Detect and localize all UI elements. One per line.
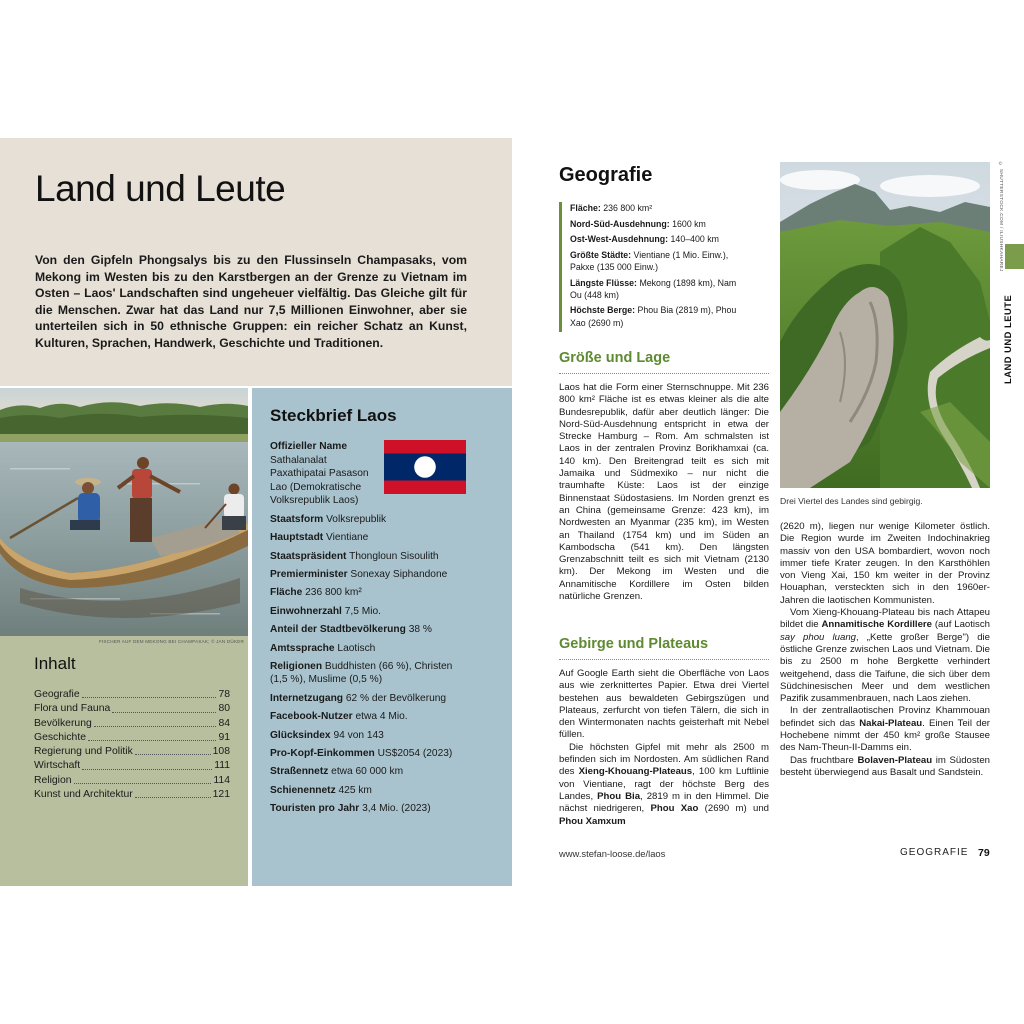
profile-value: Buddhisten (66 %), Christen (1,5 %), Muslime (0,5 %) <box>270 660 453 686</box>
fact-largest-cities <box>570 249 739 273</box>
paragraph: Auf Google Earth sieht die Oberfläche von Laos aus wie zerknittertes Papier. Etwa drei Viertel bestehen aus bewaldeten Gebirgszügen und Plateaus, zerfurcht von tiefen Tälern, die sich in den Wintermonaten nachts geisterhaft mit Nebel füllen. <box>559 668 769 741</box>
fact-value: Phou Bia (2819 m), Phou Xao (2690 m) <box>570 305 737 328</box>
toc-item-bevoelkerung[interactable] <box>34 717 230 731</box>
left-page <box>0 138 512 886</box>
text-run: Die höchsten Gipfel mit mehr als 2500 m befinden sich im Nordosten. Am südlichen Rand des <box>559 741 769 778</box>
boat-photo-credit: FISCHER AUF DEM MEKONG BEI CHAMPASAK; © JAN DÜKER <box>0 636 248 647</box>
toc-label: Regierung und Politik <box>34 746 133 758</box>
profile-value: 3,4 Mio. (2023) <box>362 803 431 815</box>
fact-east-west <box>570 233 739 245</box>
right-page <box>512 138 1024 886</box>
profile-key: Religionen <box>270 660 323 672</box>
profile-value: US$2054 (2023) <box>377 748 453 760</box>
toc-page-number: 121 <box>212 789 230 801</box>
emphasis: Xieng-Khouang-Plateaus <box>578 766 693 778</box>
karst-mountains-photo <box>780 162 990 488</box>
chapter-tab-marker <box>1005 244 1024 269</box>
fact-area <box>570 202 739 214</box>
intro-block <box>0 138 512 386</box>
text-run: , „Kette großer Berge") die östliche Grenze zwischen Laos und Vietnam. Die bis zu 2500 m hohe Bergkette verhindert weitgehend, dass die Taifune, die sich über dem Südchinesischen Meer und dem westlichen Pazifik zusammenbrauen, nach Laos ziehen. <box>780 631 991 705</box>
profile-row-president <box>270 550 466 564</box>
chapter-label: LAND UND LEUTE <box>1002 294 1013 384</box>
toc-label: Geschichte <box>34 731 86 743</box>
toc-page-number: 111 <box>214 760 230 772</box>
profile-row-internet-access <box>270 692 466 706</box>
toc-page-number: 108 <box>212 746 230 758</box>
text-run: im Südosten besteht überwiegend aus Basalt und Sandstein. <box>780 754 990 778</box>
profile-row-religions <box>270 660 466 687</box>
profile-row-population <box>270 605 466 619</box>
fact-value: Mekong (1898 km), Nam Ou (448 km) <box>570 277 737 300</box>
profile-key: Staatspräsident <box>270 550 347 562</box>
profile-value: Sonexay Siphandone <box>350 568 448 580</box>
profile-list <box>270 440 466 821</box>
profile-key: Anteil der Stadtbevölkerung <box>270 624 406 636</box>
profile-value: Thongloun Sisoulith <box>349 550 439 562</box>
profile-value: Laotisch <box>337 642 376 654</box>
profile-row-tourists <box>270 802 466 816</box>
fact-value: 1600 km <box>672 218 706 229</box>
toc-label: Geografie <box>34 689 80 700</box>
section-heading-mountains-plateaus: Gebirge und Plateaus <box>559 636 709 652</box>
fact-key: Längste Flüsse: <box>570 277 637 288</box>
paragraph: Laos hat die Form einer Sternschnuppe. Mit 236 800 km² Fläche ist es etwas kleiner als die alte Bundesrepublik, dafür aber deutlich länger: Die Nord-Süd-Ausdehnung entspricht in etwa der Strecke Hamburg – Rom. Am schmalsten ist Laos in der zentralen Provinz Borikhamxai (ca. 140 km). Den Breitengrad teilt es sich mit Jamaika und Südmexiko – nur nicht die traumhafte Küste: Laos ist der einzige Binnenstaat Südostasiens. Im Norden grenzt es an China (gemeinsame Grenze: 423 km), im Nordwesten an Myanmar (235 km), im Westen an Thailand (1754 km) und im Süden an Kambodscha (541 km). Den längsten Grenzabschnitt teilt es sich mit Vietnam (2130 km). Der Mekong im Westen und die Annamitische Kordillere im Osten bilden natürliche Grenzen. <box>559 382 769 603</box>
profile-key: Pro-Kopf-Einkommen <box>270 748 375 760</box>
toc-label: Bevölkerung <box>34 717 92 729</box>
page-number: 79 <box>978 847 990 859</box>
karst-photo-credit: © SHUTTERSTOCK.COM / ILIUSHKAHAREJ <box>998 162 1003 272</box>
profile-row-facebook-users <box>270 710 466 724</box>
profile-key: Offizieller Name <box>270 441 347 452</box>
toc-leader <box>135 788 211 798</box>
section-heading-size-location: Größe und Lage <box>559 350 671 366</box>
intro-paragraph: Von den Gipfeln Phongsalys bis zu den Flussinseln Champasaks, vom Mekong im Westen bis zu den Karstbergen an der Grenze zu Vietnam im Osten – Laos' Landschaften sind ungeheuer vielfältig. Das Gleiche gilt für die Menschen. Zwar hat das Land nur 7,5 Millionen Einwohner, aber sie unterteilen sich in 50 ethnische Gruppen: ein reicher Schatz an Kunst, Kulturen, Sprachen, Handwerk, Geschichte und Traditionen. <box>35 253 467 350</box>
fact-key: Größte Städte: <box>570 249 632 260</box>
toc-page-number: 114 <box>213 774 230 786</box>
geography-heading: Geografie <box>559 164 653 186</box>
fact-key: Nord-Süd-Ausdehnung: <box>570 218 670 229</box>
profile-value: Volksrepublik <box>326 513 387 525</box>
geography-facts <box>559 202 739 332</box>
profile-row-official-name <box>270 440 374 508</box>
emphasis: Phou Xamxum <box>559 815 626 827</box>
section-divider <box>559 659 769 660</box>
profile-key: Straßennetz <box>270 766 329 778</box>
paragraph <box>780 705 990 754</box>
profile-row-road-network <box>270 765 466 779</box>
section-text-size-location <box>559 382 769 603</box>
italic-term: say phou luang <box>780 631 856 643</box>
paragraph <box>780 607 990 705</box>
toc-label: Flora und Fauna <box>34 703 111 715</box>
emphasis: Nakai-Plateau <box>859 717 923 729</box>
fishermen-boat-illustration <box>0 388 248 636</box>
profile-value: etwa 4 Mio. <box>355 711 408 723</box>
profile-value: 236 800 km² <box>305 587 362 599</box>
section-text-mountains-col2 <box>780 521 990 779</box>
profile-value: 425 km <box>338 784 372 796</box>
profile-key: Amtssprache <box>270 642 335 654</box>
paragraph <box>780 521 990 607</box>
toc-leader <box>74 774 212 784</box>
toc-item-geografie[interactable] <box>34 688 230 702</box>
toc-item-religion[interactable] <box>34 774 230 788</box>
toc-item-wirtschaft[interactable] <box>34 759 230 773</box>
toc-leader <box>94 717 217 727</box>
text-run: (2690 m) und <box>698 803 769 815</box>
profile-row-prime-minister <box>270 568 466 582</box>
toc-item-geschichte[interactable] <box>34 731 230 745</box>
toc-leader <box>88 731 216 741</box>
fact-key: Fläche: <box>570 203 601 213</box>
toc-leader <box>112 702 216 712</box>
text-run: In der zentrallaotischen Provinz Khammouan befindet sich das <box>780 705 990 729</box>
profile-row-rail-network <box>270 784 466 798</box>
fact-value: 140–400 km <box>670 234 719 245</box>
profile-key: Glücksindex <box>270 729 331 741</box>
karst-photo-caption: Drei Viertel des Landes sind gebirgig. <box>780 496 923 506</box>
toc-label: Kunst und Architektur <box>34 789 133 801</box>
toc-leader <box>82 759 212 769</box>
toc-leader <box>82 688 217 698</box>
toc-label: Wirtschaft <box>34 760 81 772</box>
country-profile-box <box>252 388 512 886</box>
profile-value: 38 % <box>408 624 432 636</box>
paragraph <box>780 755 990 780</box>
profile-value: 62 % der Bevölkerung <box>345 692 447 704</box>
text-run: , 2819 m in den Himmel. Die nächst niedrigeren, <box>559 790 770 815</box>
text-run: Vom Xieng-Khouang-Plateau bis nach Attapeu bildet die <box>780 607 990 631</box>
emphasis: Bolaven-Plateau <box>857 754 933 766</box>
fact-key: Höchste Berge: <box>570 305 636 316</box>
text-run: (2620 m), liegen nur wenige Kilometer östlich. Die Region wurde im Zweiten Indochinakrieg massiv von den USA bombardiert, wovon noch immer tiefe Krater zeugen. In den Karsthöhlen von Vieng Xai, 150 km weiter in der Provinz Houaphan, versteckten sich in den 1960er-Jahren die laotischen Kommunisten. <box>780 521 990 606</box>
contents-title: Inhalt <box>34 654 76 673</box>
toc-label: Religion <box>34 774 72 786</box>
toc-page-number: 78 <box>218 689 230 700</box>
section-divider <box>559 373 769 374</box>
contents-box <box>0 636 248 886</box>
profile-title: Steckbrief Laos <box>270 406 397 425</box>
profile-value: Vientiane <box>326 532 369 544</box>
text-run: , 100 km Luftlinie von Vientiane, ragt der höchste Berg des Landes, <box>559 766 770 802</box>
karst-landscape-illustration <box>780 162 990 488</box>
profile-key: Premierminister <box>270 568 348 580</box>
emphasis: Phou Bia <box>597 790 641 802</box>
profile-key: Schienennetz <box>270 784 336 796</box>
profile-row-area <box>270 586 466 600</box>
profile-value: 7,5 Mio. <box>344 605 381 617</box>
profile-key: Einwohnerzahl <box>270 605 342 617</box>
toc-item-kunst-und-architektur[interactable] <box>34 788 230 802</box>
toc-page-number: 91 <box>218 731 230 743</box>
emphasis: Annamitische Kordillere <box>821 619 932 631</box>
fact-key: Ost-West-Ausdehnung: <box>570 234 669 245</box>
profile-row-urban-share <box>270 623 466 637</box>
text-run: Das fruchtbare <box>790 754 858 766</box>
text-run: . Einen Teil der Hochebene nimmt der 450 km² große Stausee des Nam-Theun-II-Damms ein. <box>780 717 990 754</box>
footer-url-link[interactable]: www.stefan-loose.de/laos <box>559 848 666 859</box>
contents-list <box>34 688 230 802</box>
toc-leader <box>135 745 211 755</box>
toc-page-number: 80 <box>218 703 230 715</box>
text-run: (auf Laotisch <box>932 619 990 631</box>
profile-key: Fläche <box>270 587 303 599</box>
toc-item-flora-und-fauna[interactable] <box>34 702 230 716</box>
fact-longest-rivers <box>570 277 739 301</box>
fact-highest-mountains <box>570 304 739 328</box>
profile-row-income <box>270 747 466 761</box>
toc-item-regierung-und-politik[interactable] <box>34 745 230 759</box>
toc-page-number: 84 <box>218 717 230 729</box>
profile-row-happiness-index <box>270 729 466 743</box>
paragraph <box>559 742 769 828</box>
section-text-mountains-col1 <box>559 668 769 828</box>
profile-key: Staatsform <box>270 513 324 525</box>
profile-key: Hauptstadt <box>270 532 324 544</box>
fact-value: 236 800 km² <box>603 203 653 213</box>
profile-key: Internetzugang <box>270 692 344 704</box>
profile-value: etwa 60 000 km <box>331 766 404 778</box>
profile-row-official-language <box>270 642 466 656</box>
profile-value: 94 von 143 <box>333 729 384 741</box>
footer-section-name: GEOGRAFIE <box>900 847 969 858</box>
profile-key: Facebook-Nutzer <box>270 711 353 723</box>
profile-value: Sathalanalat Paxathipatai Pasason Lao (Demokratische Volksrepublik Laos) <box>270 454 369 507</box>
profile-row-state-form <box>270 513 466 527</box>
fact-north-south <box>570 218 739 230</box>
profile-key: Touristen pro Jahr <box>270 803 360 815</box>
fact-value: Vientiane (1 Mio. Einw.), Pakxe (135 000 Einw.) <box>570 249 729 272</box>
emphasis: Phou Xao <box>650 803 699 815</box>
page-title: Land und Leute <box>35 168 286 209</box>
profile-row-capital <box>270 531 466 545</box>
fishermen-boat-photo <box>0 388 248 636</box>
